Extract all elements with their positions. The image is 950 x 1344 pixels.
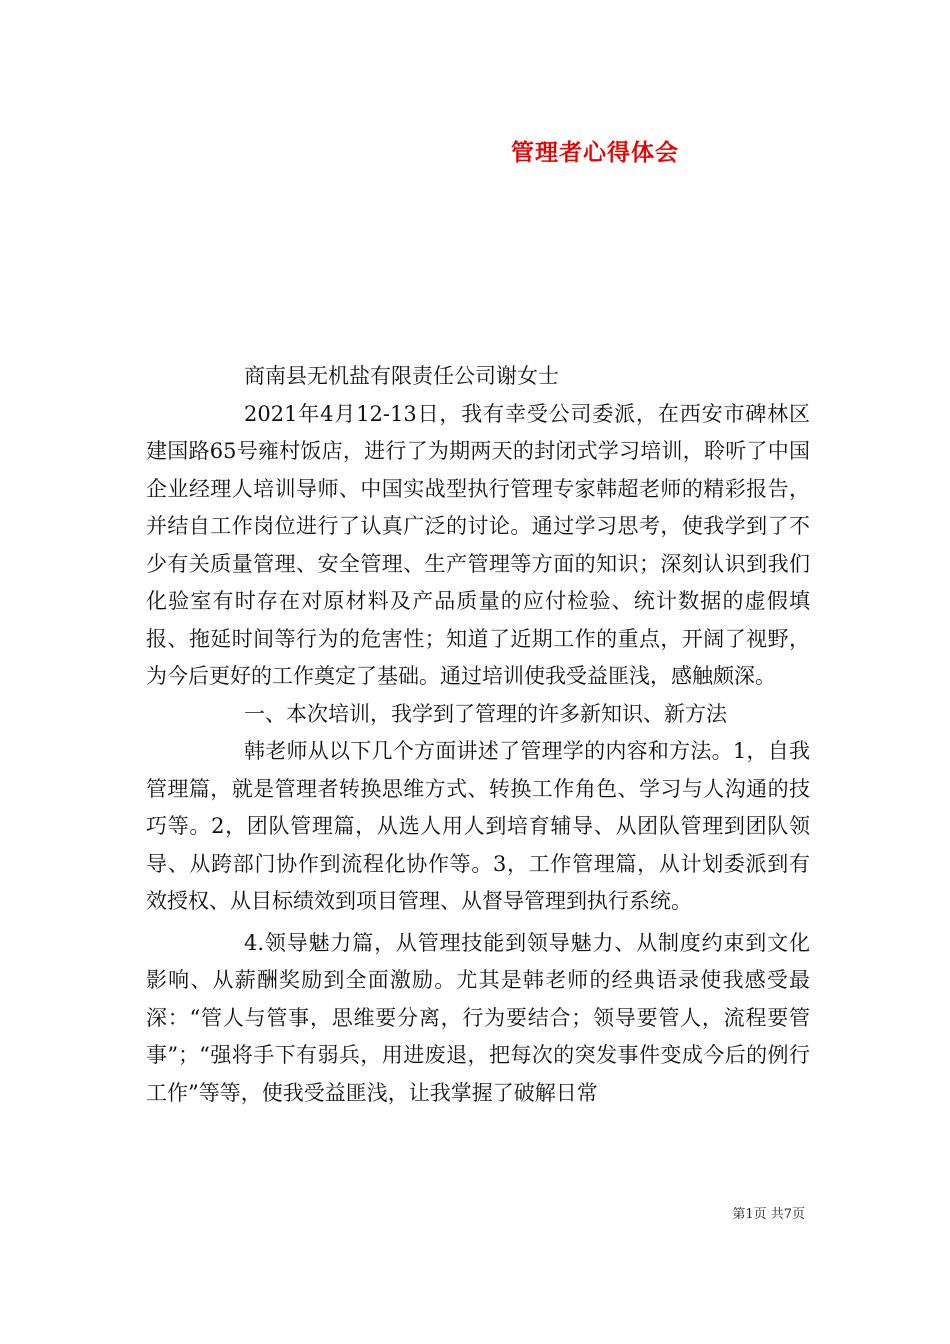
author-line: 商南县无机盐有限责任公司谢女士 xyxy=(244,364,559,388)
document-body xyxy=(146,358,810,1112)
page-number: 第1页 共7页 xyxy=(732,1207,805,1222)
paragraph-topics: 韩老师从以下几个方面讲述了管理学的内容和方法。1，自我管理篇，就是管理者转换思维方式、转换工作角色、学习与人沟通的技巧等。2，团队管理篇，从选人用人到培育辅导、从团队管理到团队领导、从跨部门协作到流程化协作等。3，工作管理篇，从计划委派到有效授权、从目标绩效到项目管理、从督导管理到执行系统。 xyxy=(146,739,810,913)
document-title: 管理者心得体会 xyxy=(511,139,679,166)
paragraph-intro: 2021年4月12-13日，我有幸受公司委派，在西安市碑林区建国路65号雍村饭店，进行了为期两天的封闭式学习培训，聆听了中国企业经理人培训导师、中国实战型执行管理专家韩超老师的精彩报告，并结自工作岗位进行了认真广泛的讨论。通过学习思考，使我学到了不少有关质量管理、安全管理、生产管理等方面的知识；深刻认识到我们化验室有时存在对原材料及产品质量的应付检验、统计数据的虚假填报、拖延时间等行为的危害性；知道了近期工作的重点，开阔了视野，为今后更好的工作奠定了基础。通过培训使我受益匪浅，感触颇深。 xyxy=(146,401,810,688)
paragraph-leadership: 4.领导魅力篇，从管理技能到领导魅力、从制度约束到文化影响、从薪酬奖励到全面激励。尤其是韩老师的经典语录使我感受最深：“管人与管事，思维要分离，行为要结合；领导要管人，流程要管事”；“强将手下有弱兵，用进废退，把每次的突发事件变成今后的例行工作”等等，使我受益匪浅，让我掌握了破解日常 xyxy=(146,930,810,1105)
section-heading-1: 一、本次培训，我学到了管理的许多新知识、新方法 xyxy=(244,701,727,726)
